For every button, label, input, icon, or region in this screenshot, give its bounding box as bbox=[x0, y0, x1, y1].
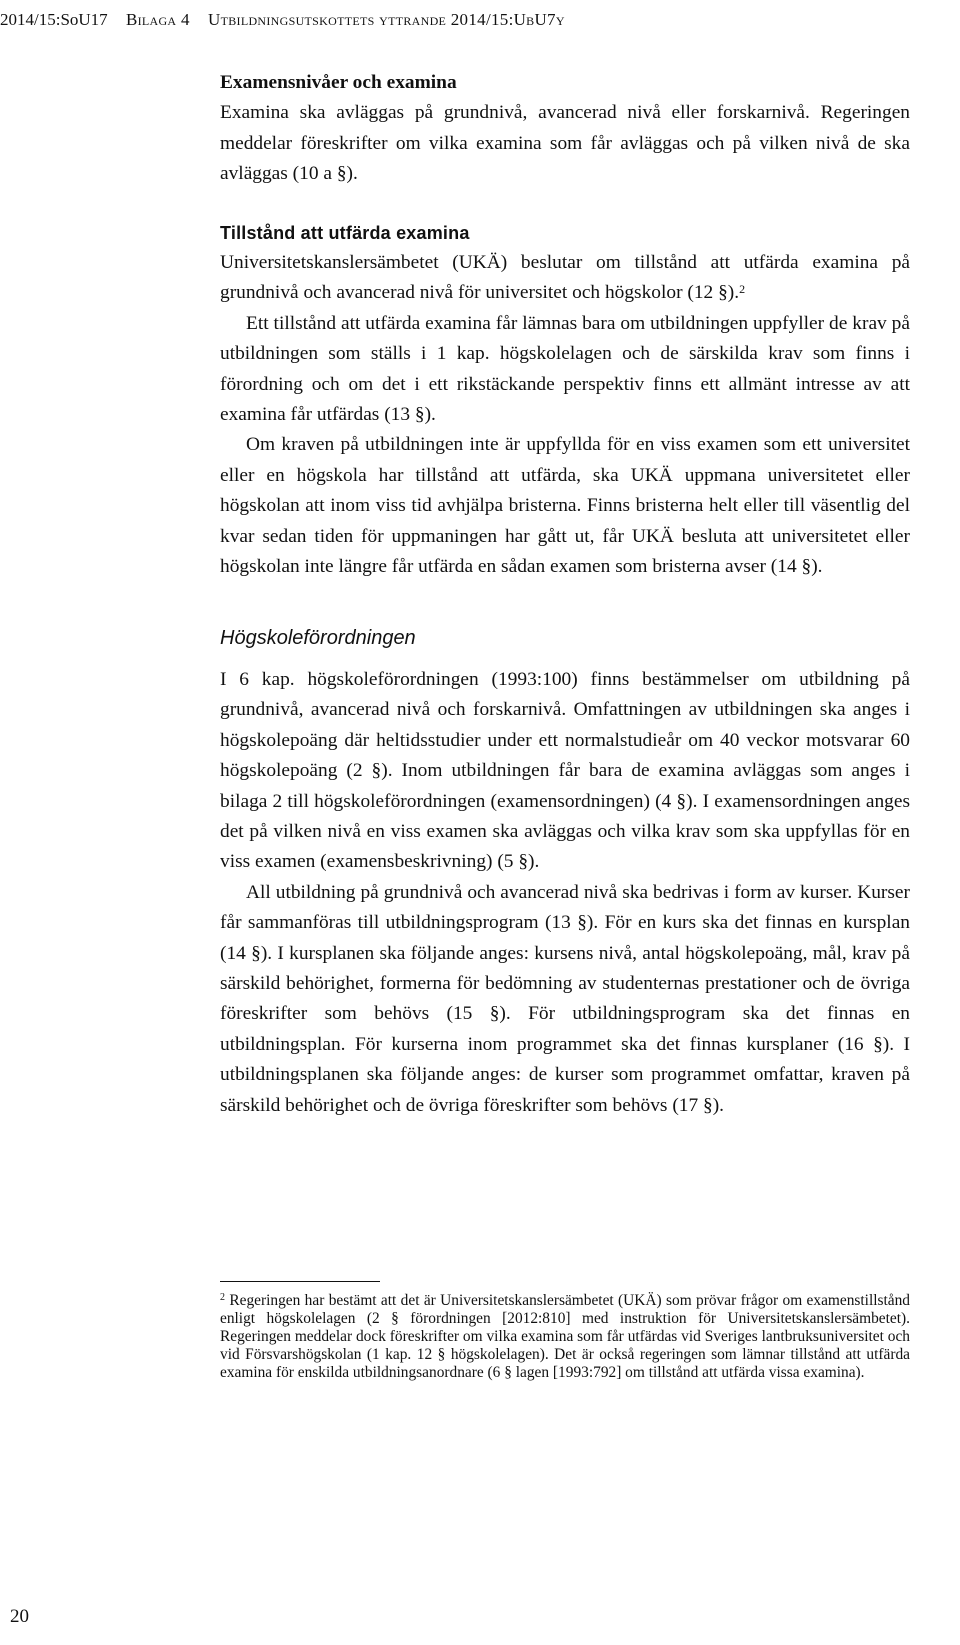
paragraph-tillstand-3: Om kraven på utbildningen inte är uppfyllda för en viss examen som ett universitet eller en högskola har tillstånd att utfärda, ska UKÄ uppmana universitetet eller högskolan att inom viss tid avhjälpa bristerna. Finns bristerna helt eller till väsentlig del kvar sedan tiden för uppmaningen har gått ut, får UKÄ besluta att universitetet eller högskolan inte längre får utfärda en sådan examen som bristerna avser (14 §). bbox=[220, 434, 910, 578]
section-heading-hogskoleforordningen: Högskoleförordningen bbox=[220, 626, 416, 649]
appendix-label: Bilaga 4 bbox=[125, 10, 190, 29]
footnote-text: Regeringen har bestämt att det är Universitetskanslersämbetet (UKÄ) som prövar frågor om examenstillstånd enligt högskolelagen (2 § förordningen [2012:810] med instruktion för Universitetskanslersämbetet). Regeringen meddelar dock föreskrifter om vilka examina som får utfärdas vid Sveriges lantbruksuniversitet och vid Försvarshögskolan (1 kap. 12 § högskolelagen). Det är också regeringen som lämnar tillstånd att utfärda examina för enskilda utbildningsanordnare (6 § lagen [1993:792] om tillstånd att utfärda vissa examina). bbox=[220, 1292, 910, 1381]
main-content bbox=[220, 68, 910, 1121]
paragraph-examensnivaer: Examina ska avläggas på grundnivå, avancerad nivå eller forskarnivå. Regeringen meddelar föreskrifter om vilka examina som får avläggas och på vilken nivå de ska avläggas (10 a §). bbox=[220, 102, 910, 185]
running-header bbox=[0, 10, 579, 30]
section-heading-examensnivaer: Examensnivåer och examina bbox=[220, 72, 457, 93]
header-title: Utbildningsutskottets yttrande 2014/15:UbU7y bbox=[208, 10, 565, 29]
paragraph-tillstand-1-text: Universitetskanslersämbetet (UKÄ) beslutar om tillstånd att utfärda examina på grundnivå och avancerad nivå för universitet och högskolor (12 §). bbox=[220, 252, 910, 304]
paragraph-hogskoleforordningen-1: I 6 kap. högskoleförordningen (1993:100) finns bestämmelser om utbildning på grundnivå, avancerad nivå och forskarnivå. Omfattningen av utbildningen ska anges i högskolepoäng där heltidsstudier under ett normalstudieår om 40 veckor motsvarar 60 högskolepoäng (2 §). Inom utbildningen får bara de examina avläggas som anges i bilaga 2 till högskoleförordningen (examensordningen) (4 §). I examensordningen anges det på vilken nivå en viss examen ska avläggas och vilka krav som ska uppfyllas för en viss examen (examensbeskrivning) (5 §). bbox=[220, 668, 910, 873]
footnote bbox=[220, 1292, 910, 1382]
paragraph-tillstand-2: Ett tillstånd att utfärda examina får lämnas bara om utbildningen uppfyller de krav på utbildningen som ställs i 1 kap. högskolelagen och de särskilda krav som finns i förordning och om det i ett rikstäckande perspektiv finns ett allmänt intresse av att examina får utfärdas (13 §). bbox=[220, 312, 910, 426]
paragraph-tillstand-1 bbox=[220, 248, 910, 309]
footnote-number: 2 bbox=[220, 1292, 225, 1303]
document-reference: 2014/15:SoU17 bbox=[0, 10, 108, 29]
page-number: 20 bbox=[10, 1606, 29, 1627]
section-heading-tillstand: Tillstånd att utfärda examina bbox=[220, 222, 470, 243]
paragraph-hogskoleforordningen-2: All utbildning på grundnivå och avancerad nivå ska bedrivas i form av kurser. Kurser får sammanföras till utbildningsprogram (13 §). För en kurs ska det finnas en kursplan (14 §). I kursplanen ska följande anges: kursens nivå, antal högskolepoäng, mål, krav på särskild behörighet, formerna för bedömning av studenternas prestationer och de övriga föreskrifter som behövs (15 §). För utbildningsprogram ska det finnas en utbildningsplan. För kurserna inom programmet ska det finnas kursplaner (16 §). I utbildningsplanen ska följande anges: de kurser som programmet omfattar, kraven på särskild behörighet och de övriga föreskrifter som behövs (17 §). bbox=[220, 881, 910, 1116]
footnote-reference[interactable]: 2 bbox=[739, 282, 746, 297]
footnote-divider bbox=[220, 1281, 380, 1282]
